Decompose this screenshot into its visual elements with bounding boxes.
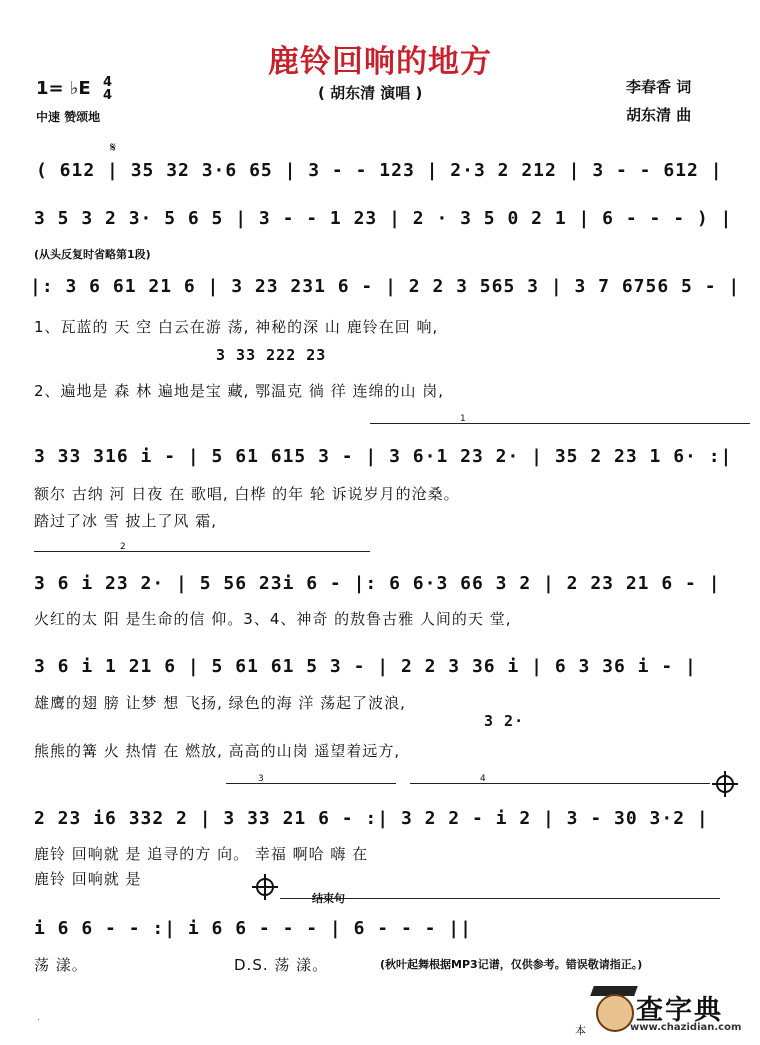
composer-credit: 胡东清 曲	[626, 106, 692, 124]
watermark-mascot-icon	[596, 994, 634, 1032]
lyric-row-7-verse-1: 鹿铃 回响就 是 追寻的方 向。 幸福 啊哈 嗨 在	[34, 845, 369, 863]
watermark-url: www.chazidian.com	[630, 1022, 742, 1033]
end-phrase-line	[280, 898, 720, 899]
volta-2-number: 2	[120, 542, 126, 552]
watermark-logo: 查字典	[636, 995, 723, 1026]
lyric-row-3-verse-2: 2、遍地是 森 林 遍地是宝 藏, 鄂温克 徜 徉 连绵的山 岗,	[34, 382, 444, 400]
transcriber-note: (秋叶起舞根据MP3记谱，仅供参考。错误敬请指正。)	[380, 958, 643, 971]
lyric-row-4-verse-2: 踏过了冰 雪 披上了风 霜,	[34, 512, 218, 530]
volta-1-number: 1	[460, 414, 466, 424]
page-dot: .	[37, 1012, 41, 1023]
song-title: 鹿铃回响的地方	[268, 44, 492, 80]
key-signature	[36, 76, 112, 102]
lyric-row-3-verse-1: 1、瓦蓝的 天 空 白云在游 荡, 神秘的深 山 鹿铃在回 响,	[34, 318, 439, 336]
key-prefix: 1=	[36, 78, 70, 99]
volta-3-line	[226, 783, 396, 784]
lyric-row-8-ds: D.S. 荡 漾。	[234, 956, 329, 974]
lyric-row-8: 荡 漾。	[34, 956, 88, 974]
coda-icon	[716, 775, 734, 793]
coda-icon-end	[256, 878, 274, 896]
volta-2-line	[34, 551, 370, 552]
notation-row-5: 3 6 i 23 2· | 5 56 23i 6 - |: 6 6·3 66 3 2 | 2 23 21 6 - |	[34, 573, 721, 594]
volta-1-line	[370, 423, 750, 424]
lyric-row-6-verse-2: 熊熊的篝 火 热情 在 燃放, 高高的山岗 遥望着远方,	[34, 742, 401, 760]
time-bottom: 4	[102, 88, 112, 103]
singer-credit: ( 胡东清 演唱 )	[318, 84, 423, 102]
lyric-row-6-verse-1: 雄鹰的翅 膀 让梦 想 飞扬, 绿色的海 洋 荡起了波浪,	[34, 694, 406, 712]
notation-row-6-annotation: 3 2·	[484, 712, 525, 730]
key-note: ♭E	[69, 78, 91, 99]
notation-row-7: 2 23 i6 332 2 | 3 33 21 6 - :| 3 2 2 - i 2 | 3 - 30 3·2 |	[34, 808, 709, 829]
volta-4-number: 4	[480, 774, 486, 784]
notation-row-1: ( 612 | 35 32 3·6 65 | 3 - - 123 | 2·3 2 212 | 3 - - 612 |	[36, 160, 723, 181]
notation-row-2: 3 5 3 2 3· 5 6 5 | 3 - - 1 23 | 2 · 3 5 0 2 1 | 6 - - - ) |	[34, 208, 733, 229]
lyric-row-7-verse-2: 鹿铃 回响就 是	[34, 870, 142, 888]
page-mark: 本	[575, 1024, 586, 1037]
volta-4-line	[410, 783, 710, 784]
segno-icon: 𝄋	[110, 140, 117, 156]
tempo-marking: 中速 赞颂地	[36, 110, 101, 124]
time-signature	[103, 76, 112, 102]
notation-row-6: 3 6 i 1 21 6 | 5 61 61 5 3 - | 2 2 3 36 i | 6 3 36 i - |	[34, 656, 697, 677]
notation-row-3: |: 3 6 61 21 6 | 3 23 231 6 - | 2 2 3 565 3 | 3 7 6756 5 - |	[30, 276, 741, 297]
lyric-row-5: 火红的太 阳 是生命的信 仰。3、4、神奇 的敖鲁古雅 人间的天 堂,	[34, 610, 512, 628]
notation-row-4: 3 33 316 i - | 5 61 615 3 - | 3 6·1 23 2· | 35 2 23 1 6· :|	[34, 446, 733, 467]
lyric-row-4-verse-1: 额尔 古纳 河 日夜 在 歌唱, 白桦 的年 轮 诉说岁月的沧桑。	[34, 485, 460, 503]
lyricist-credit: 李春香 词	[626, 78, 692, 96]
time-top: 4	[102, 75, 112, 90]
end-phrase-label: 结束句	[312, 892, 345, 905]
notation-row-8: i 6 6 - - :| i 6 6 - - - | 6 - - - ||	[34, 918, 472, 939]
repeat-note: (从头反复时省略第1段)	[34, 248, 151, 261]
notation-row-3-annotation: 3 33 222 23	[216, 346, 327, 364]
volta-3-number: 3	[258, 774, 264, 784]
